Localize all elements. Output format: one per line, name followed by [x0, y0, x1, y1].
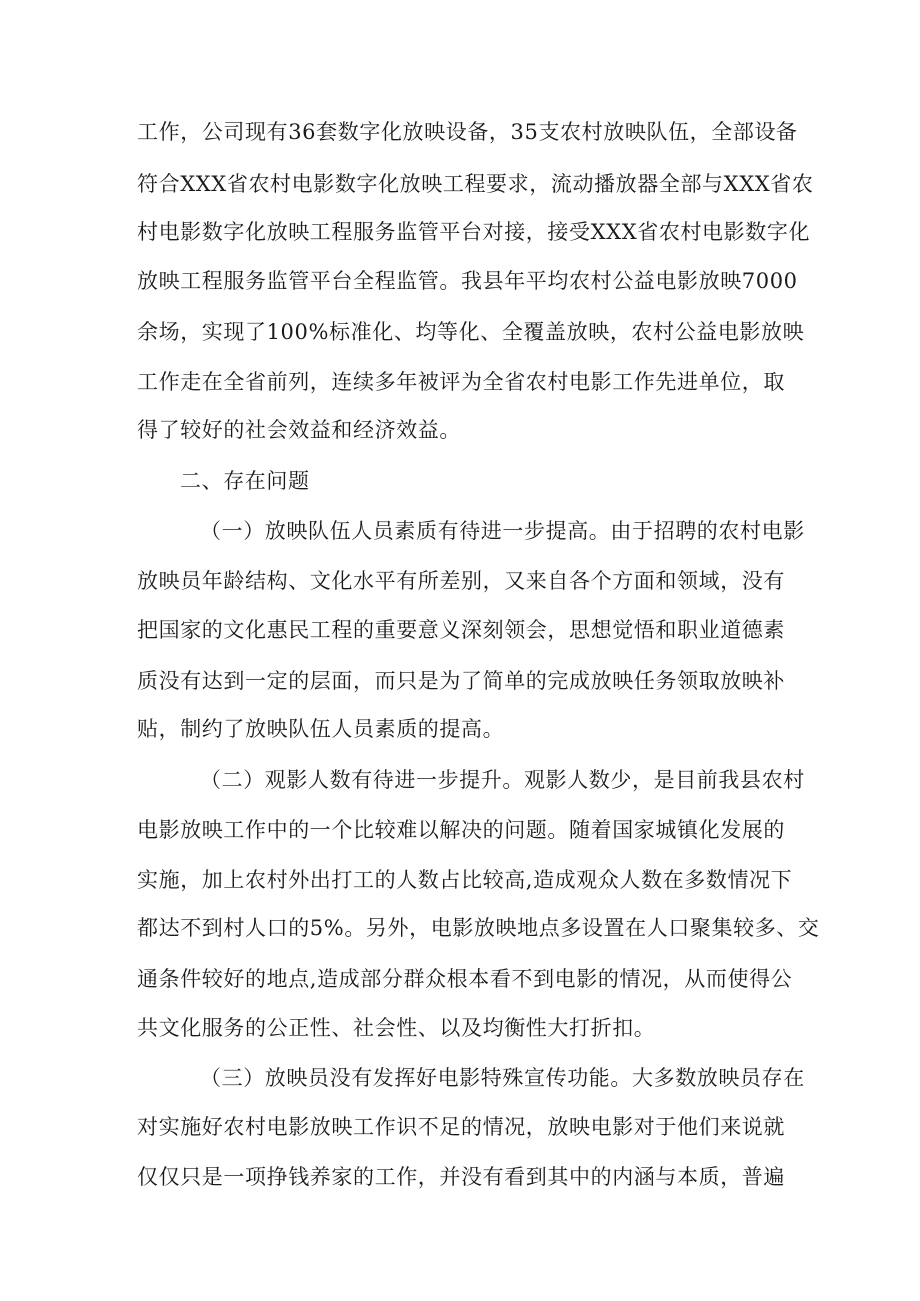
- body-line-10: 放映员年龄结构、文化水平有所差别，又来自各个方面和领域，没有: [137, 569, 785, 593]
- body-line-3: 村电影数字化放映工程服务监管平台对接，接受XXX省农村电影数字化: [137, 220, 811, 244]
- body-line-6: 工作走在全省前列，连续多年被评为全省农村电影工作先进单位，取: [137, 370, 785, 394]
- body-line-16: 实施，加上农村外出打工的人数占比较高,造成观众人数在多数情况下: [137, 868, 793, 892]
- body-line-19: 共文化服务的公正性、社会性、以及均衡性大打折扣。: [137, 1016, 656, 1040]
- body-line-7: 得了较好的社会效益和经济效益。: [137, 418, 461, 442]
- body-line-4: 放映工程服务监管平台全程监管。我县年平均农村公益电影放映7000: [137, 269, 798, 293]
- paragraph-1-first-line: （一）放映队伍人员素质有待进一步提高。由于招聘的农村电影: [200, 519, 805, 543]
- body-line-11: 把国家的文化惠民工程的重要意义深刻领会，思想觉悟和职业道德素: [137, 618, 785, 642]
- body-line-13: 贴，制约了放映队伍人员素质的提高。: [137, 717, 505, 741]
- body-line-5: 余场，实现了100%标准化、均等化、全覆盖放映，农村公益电影放映: [137, 320, 805, 344]
- body-line-22: 仅仅只是一项挣钱养家的工作，并没有看到其中的内涵与本质，普遍: [137, 1165, 785, 1189]
- section-heading: 二、存在问题: [180, 469, 310, 493]
- body-line-12: 质没有达到一定的层面，而只是为了简单的完成放映任务领取放映补: [137, 669, 785, 693]
- body-line-21: 对实施好农村电影放映工作识不足的情况，放映电影对于他们来说就: [137, 1115, 785, 1139]
- body-line-1: 工作，公司现有36套数字化放映设备，35支农村放映队伍，全部设备: [137, 120, 798, 144]
- body-line-17: 都达不到村人口的5%。另外，电影放映地点多设置在人口聚集较多、交: [137, 916, 820, 940]
- body-line-18: 通条件较好的地点,造成部分群众根本看不到电影的情况，从而使得公: [137, 967, 793, 991]
- paragraph-2-first-line: （二）观影人数有待进一步提升。观影人数少，是目前我县农村: [200, 768, 805, 792]
- body-line-15: 电影放映工作中的一个比较难以解决的问题。随着国家城镇化发展的: [137, 818, 785, 842]
- paragraph-3-first-line: （三）放映员没有发挥好电影特殊宣传功能。大多数放映员存在: [200, 1066, 805, 1090]
- body-line-2: 符合XXX省农村电影数字化放映工程要求，流动播放器全部与XXX省农: [137, 172, 814, 196]
